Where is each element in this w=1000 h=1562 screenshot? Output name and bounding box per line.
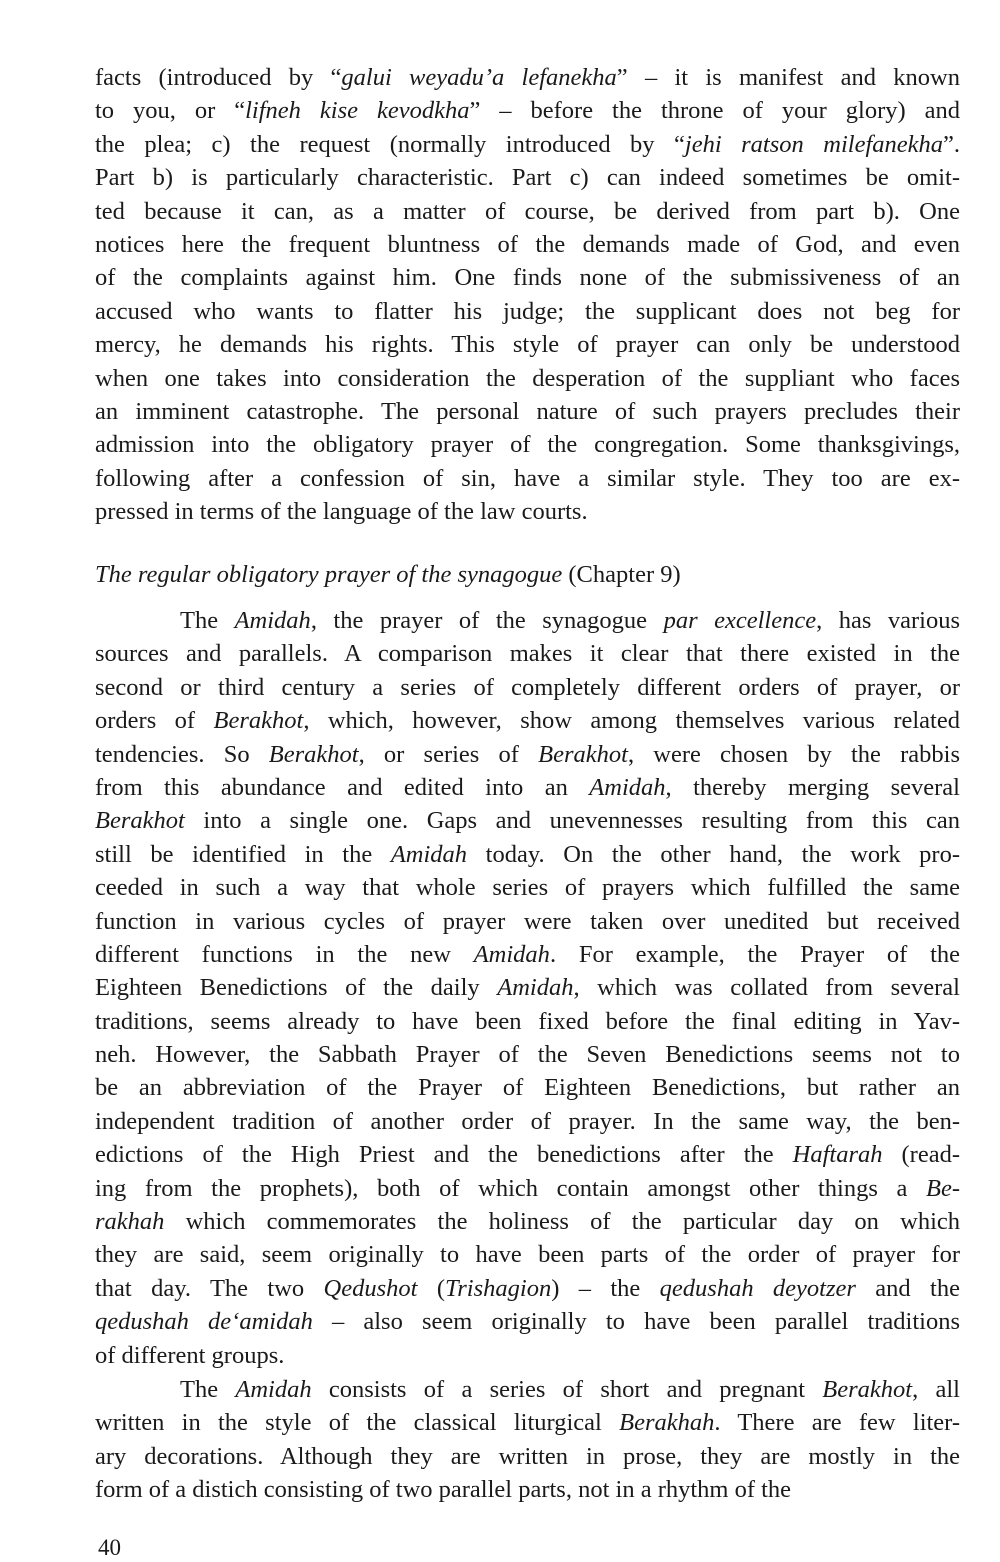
text-line: an imminent catastrophe. The personal nature of such prayers precludes their	[95, 397, 960, 425]
text-line: different functions in the new Amidah. For example, the Prayer of the	[95, 940, 961, 968]
text-line: The Amidah, the prayer of the synagogue par excellence, has various	[180, 607, 960, 634]
text-line: that day. The two Qedushot (Trishagion) – the qedushah deyotzer and the	[95, 1274, 960, 1302]
paragraph-amidah-sources	[95, 604, 960, 1372]
page-number: 40	[98, 1535, 121, 1560]
text-line: facts (introduced by “galui weyadu’a lefanekha” – it is manifest and known	[95, 64, 960, 91]
paragraph-amidah-style	[95, 1373, 960, 1507]
text-line: Eighteen Benedictions of the daily Amidah, which was collated from several	[95, 974, 960, 1002]
text-line: neh. However, the Sabbath Prayer of the Seven Benedictions seems not to	[95, 1041, 960, 1069]
text-line: when one takes into consideration the desperation of the suppliant who faces	[95, 364, 960, 392]
text-line: orders of Berakhot, which, however, show among themselves various related	[95, 707, 960, 735]
text-line: Part b) is particularly characteristic. Part c) can indeed sometimes be omit-	[95, 164, 960, 192]
text-line: sources and parallels. A comparison makes it clear that there existed in the	[95, 640, 960, 668]
text-line: The regular obligatory prayer of the synagogue (Chapter 9)	[95, 561, 681, 588]
text-line: ary decorations. Although they are written in prose, they are mostly in the	[95, 1442, 960, 1470]
text-line: of different groups.	[95, 1341, 285, 1369]
text-line: of the complaints against him. One finds none of the submissiveness of an	[95, 264, 960, 292]
text-line: pressed in terms of the language of the law courts.	[95, 498, 588, 526]
text-line: mercy, he demands his rights. This style of prayer can only be understood	[95, 331, 960, 359]
text-line: ing from the prophets), both of which contain amongst other things a Be-	[95, 1174, 960, 1202]
text-line: they are said, seem originally to have been parts of the order of prayer for	[95, 1241, 960, 1269]
paragraph-prayer-style	[95, 61, 960, 528]
text-line: the plea; c) the request (normally introduced by “jehi ratson milefanekha”.	[95, 130, 960, 158]
text-line: still be identified in the Amidah today. On the other hand, the work pro-	[95, 840, 961, 868]
text-line: second or third century a series of completely different orders of prayer, or	[95, 673, 960, 701]
text-line: edictions of the High Priest and the benedictions after the Haftarah (read-	[95, 1141, 960, 1169]
text-line: function in various cycles of prayer were taken over unedited but received	[95, 907, 960, 935]
section-heading	[95, 558, 960, 591]
text-line: from this abundance and edited into an Amidah, thereby merging several	[95, 773, 960, 801]
text-line: qedushah de‘amidah – also seem originally to have been parallel traditions	[95, 1308, 960, 1336]
text-line: rakhah which commemorates the holiness of the particular day on which	[95, 1208, 960, 1236]
text-line: admission into the obligatory prayer of the congregation. Some thanksgivings,	[95, 431, 960, 459]
text-line: form of a distich consisting of two parallel parts, not in a rhythm of the	[95, 1476, 792, 1504]
text-line: tendencies. So Berakhot, or series of Berakhot, were chosen by the rabbis	[95, 740, 960, 768]
text-line: traditions, seems already to have been fixed before the final editing in Yav-	[95, 1007, 960, 1035]
text-line: Berakhot into a single one. Gaps and unevennesses resulting from this can	[95, 807, 960, 835]
text-line: to you, or “lifneh kise kevodkha” – before the throne of your glory) and	[95, 97, 960, 125]
text-line: independent tradition of another order of prayer. In the same way, the ben-	[95, 1107, 960, 1135]
text-line: ted because it can, as a matter of course, be derived from part b). One	[95, 197, 960, 225]
text-line: ceeded in such a way that whole series of prayers which fulfilled the same	[95, 874, 960, 902]
text-line: accused who wants to flatter his judge; the supplicant does not beg for	[95, 297, 960, 325]
text-line: written in the style of the classical liturgical Berakhah. There are few liter-	[95, 1409, 961, 1437]
text-line: following after a confession of sin, have a similar style. They too are ex-	[95, 464, 960, 492]
text-line: notices here the frequent bluntness of the demands made of God, and even	[95, 230, 960, 258]
text-line: be an abbreviation of the Prayer of Eighteen Benedictions, but rather an	[95, 1074, 960, 1102]
text-line: The Amidah consists of a series of short and pregnant Berakhot, all	[180, 1376, 960, 1403]
